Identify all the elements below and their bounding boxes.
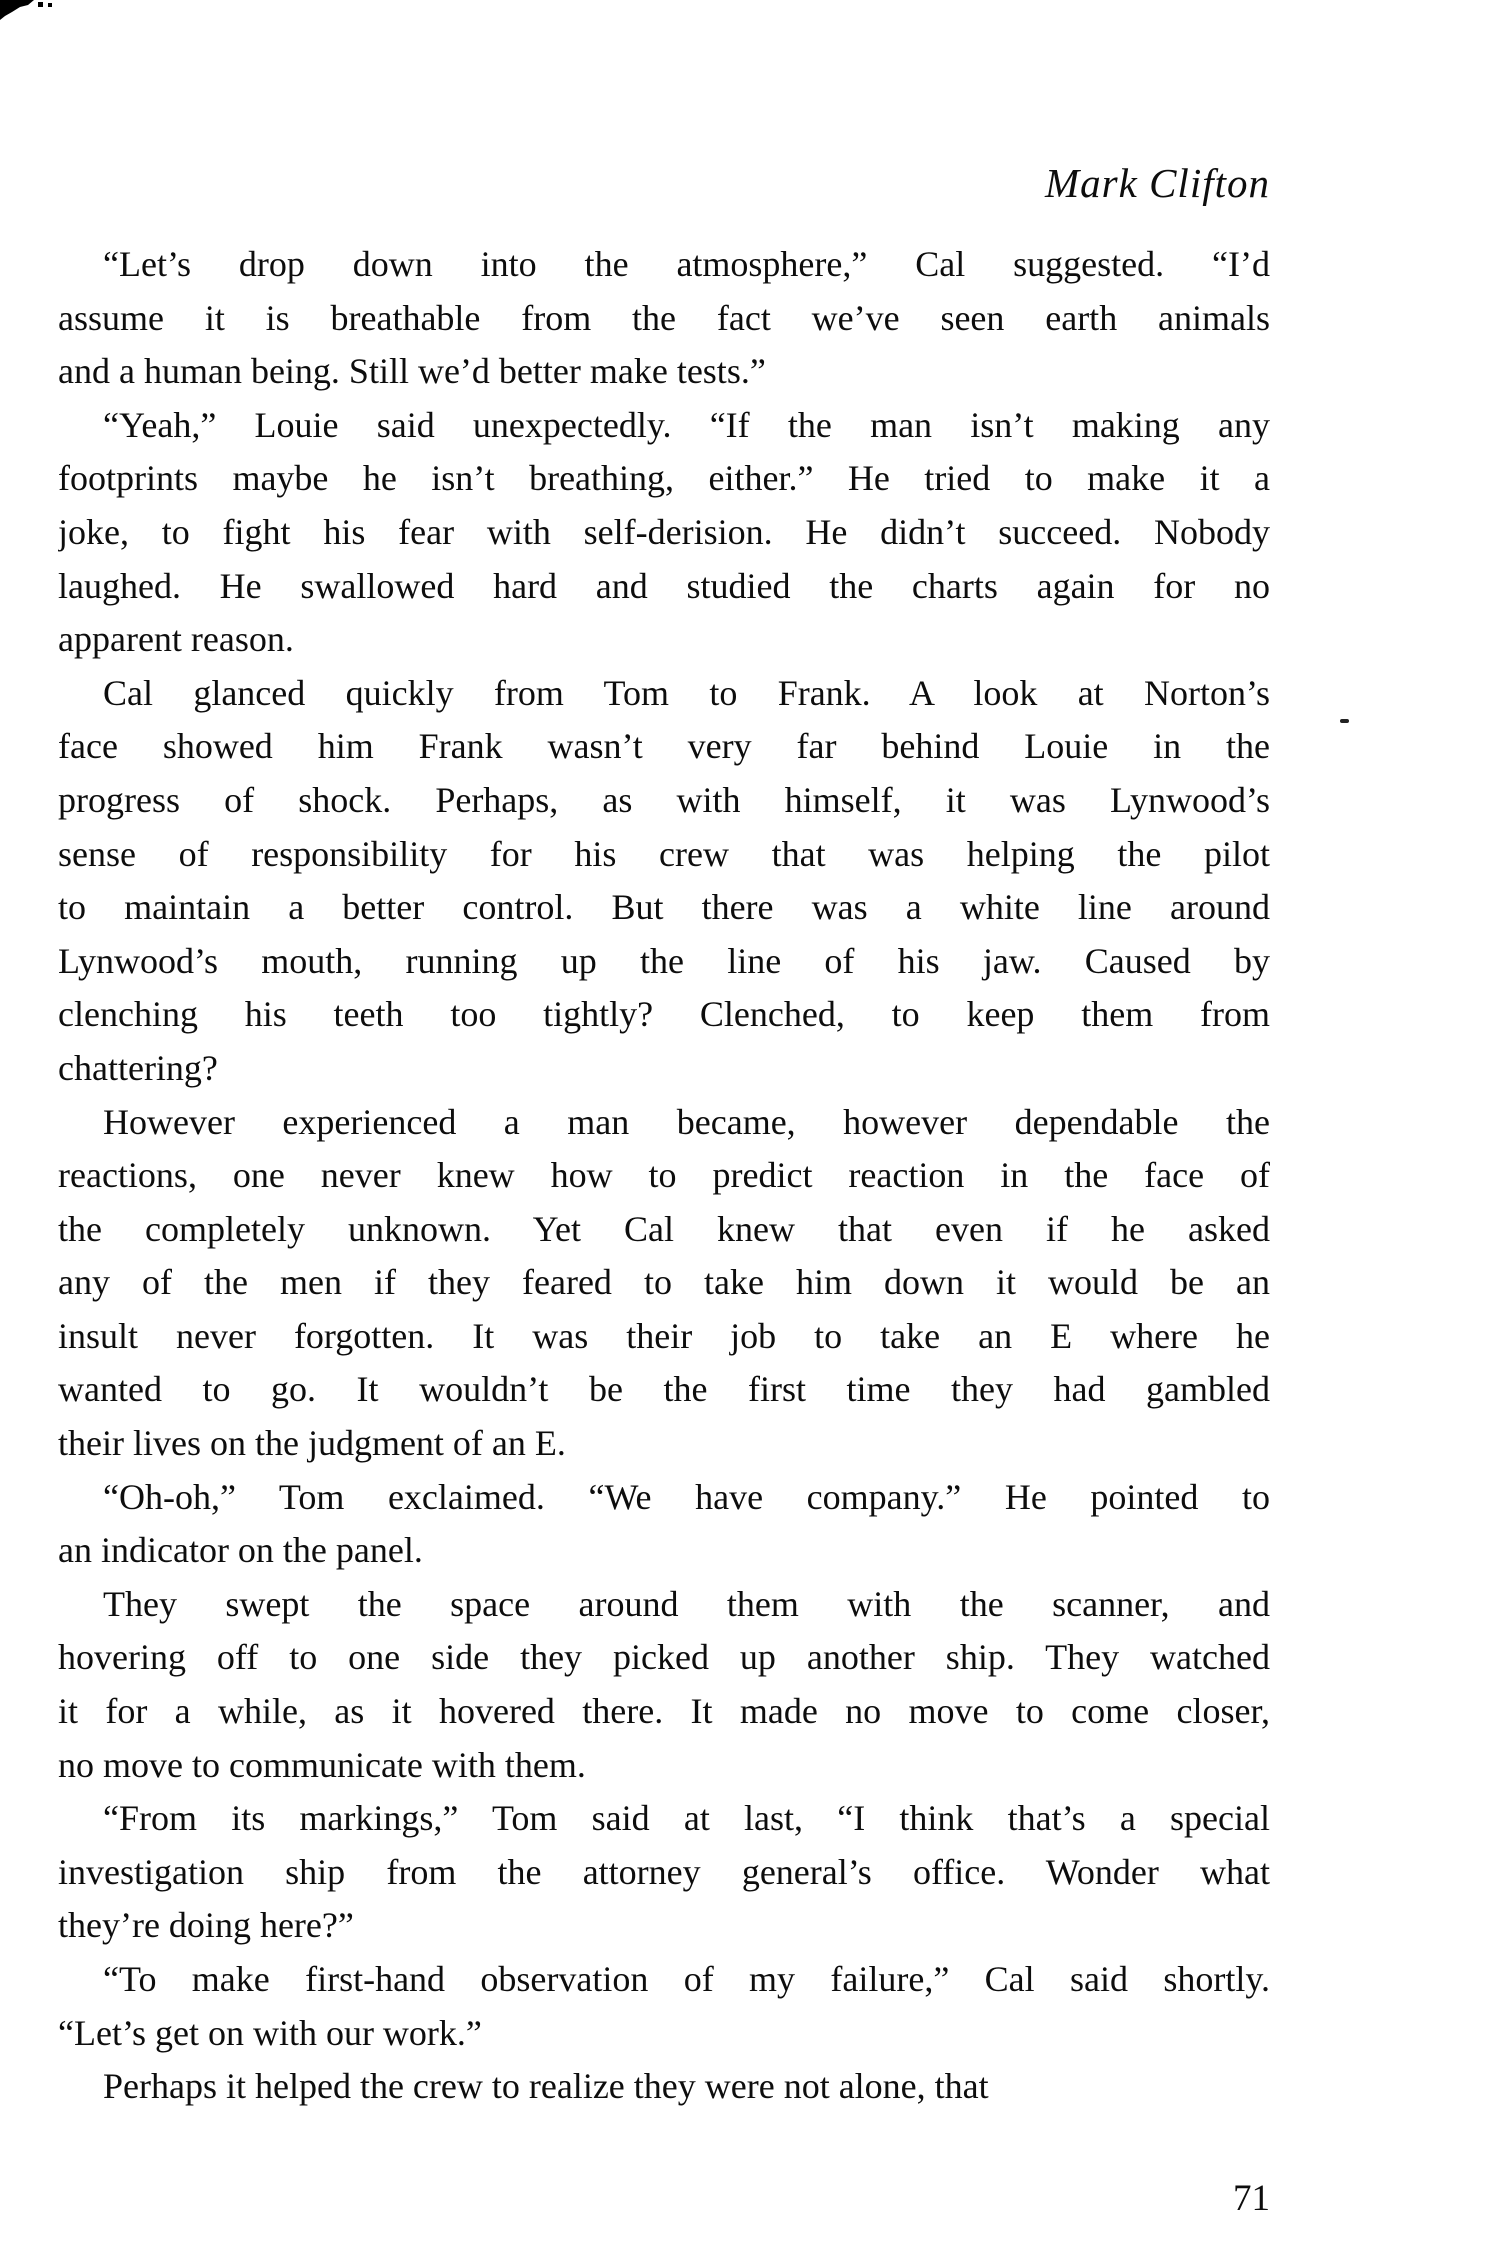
scan-artifact-dot xyxy=(38,2,43,7)
paragraph xyxy=(58,238,1270,399)
scan-artifact-speck xyxy=(1340,719,1349,723)
text-line: wanted to go. It wouldn’t be the first time they had gambled xyxy=(58,1369,1270,1410)
text-line: assume it is breathable from the fact we’ve seen earth animals xyxy=(58,297,1270,338)
text-line: “Yeah,” Louie said unexpectedly. “If the man isn’t making any xyxy=(103,404,1270,445)
text-line: chattering? xyxy=(58,1047,218,1088)
text-line: they’re doing here?” xyxy=(58,1905,354,1946)
text-line: hovering off to one side they picked up another ship. They watched xyxy=(58,1637,1270,1678)
text-line: “Let’s drop down into the atmosphere,” Cal suggested. “I’d xyxy=(103,244,1270,284)
text-line: Perhaps it helped the crew to realize they were not alone, that xyxy=(103,2066,989,2107)
text-line: They swept the space around them with the scanner, and xyxy=(103,1583,1270,1624)
paragraph xyxy=(58,1792,1270,1953)
text-line: “Let’s get on with our work.” xyxy=(58,2012,482,2053)
paragraph xyxy=(58,1953,1270,2060)
text-line: progress of shock. Perhaps, as with himself, it was Lynwood’s xyxy=(58,779,1270,820)
text-line: an indicator on the panel. xyxy=(58,1530,423,1571)
text-line: “Oh-oh,” Tom exclaimed. “We have company.” He pointed to xyxy=(103,1476,1270,1517)
text-line: “From its markings,” Tom said at last, “I think that’s a special xyxy=(103,1798,1270,1839)
running-header: Mark Clifton xyxy=(1045,160,1270,206)
text-line: it for a while, as it hovered there. It made no move to come closer, xyxy=(58,1691,1270,1732)
text-line: insult never forgotten. It was their job to take an E where he xyxy=(58,1315,1270,1356)
paragraph xyxy=(58,1471,1270,1578)
page-text xyxy=(58,238,1270,2114)
text-line: no move to communicate with them. xyxy=(58,1744,586,1785)
paragraph xyxy=(58,667,1270,1096)
text-line: reactions, one never knew how to predict reaction in the face of xyxy=(58,1155,1270,1196)
text-line: Lynwood’s mouth, running up the line of his jaw. Caused by xyxy=(58,940,1270,981)
text-line: apparent reason. xyxy=(58,619,294,660)
text-line: their lives on the judgment of an E. xyxy=(58,1423,566,1464)
scan-artifact-dot xyxy=(48,3,52,7)
scan-artifact-corner-smudge xyxy=(0,0,34,20)
page-number: 71 xyxy=(1233,2178,1270,2219)
text-line: footprints maybe he isn’t breathing, either.” He tried to make it a xyxy=(58,458,1270,499)
text-line: Cal glanced quickly from Tom to Frank. A look at Norton’s xyxy=(103,672,1270,713)
text-line: clenching his teeth too tightly? Clenched, to keep them from xyxy=(58,994,1270,1035)
paragraph xyxy=(58,2060,1270,2114)
text-line: face showed him Frank wasn’t very far behind Louie in the xyxy=(58,726,1270,767)
text-line: the completely unknown. Yet Cal knew that even if he asked xyxy=(58,1208,1270,1249)
text-line: and a human being. Still we’d better make tests.” xyxy=(58,351,766,392)
text-line: to maintain a better control. But there was a white line around xyxy=(58,887,1270,928)
text-line: sense of responsibility for his crew that was helping the pilot xyxy=(58,833,1270,874)
text-line: laughed. He swallowed hard and studied the charts again for no xyxy=(58,565,1270,606)
paragraph xyxy=(58,399,1270,667)
text-line: any of the men if they feared to take him down it would be an xyxy=(58,1262,1270,1303)
text-line: “To make first-hand observation of my failure,” Cal said shortly. xyxy=(103,1959,1270,1999)
paragraph xyxy=(58,1578,1270,1792)
text-line: However experienced a man became, however dependable the xyxy=(103,1101,1270,1142)
paragraph xyxy=(58,1096,1270,1471)
text-line: joke, to fight his fear with self-derision. He didn’t succeed. Nobody xyxy=(58,511,1270,552)
text-line: investigation ship from the attorney general’s office. Wonder what xyxy=(58,1851,1270,1892)
